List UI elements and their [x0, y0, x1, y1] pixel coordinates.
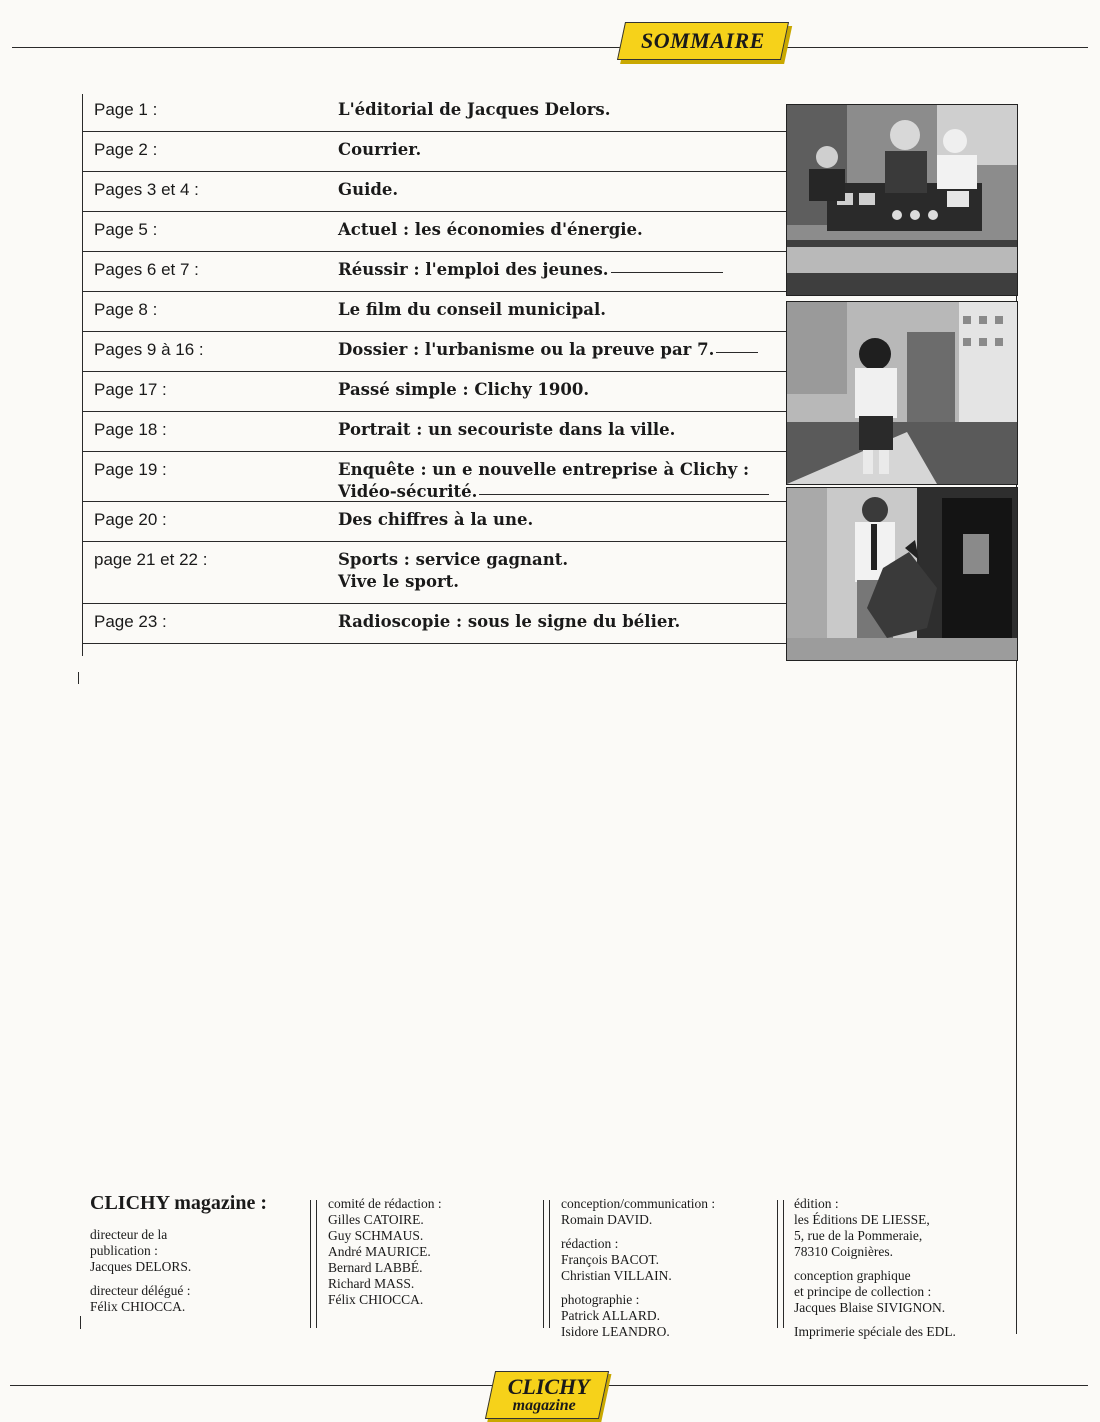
toc-page-number: Pages 9 à 16 : — [94, 340, 204, 359]
credits-divider-3b — [783, 1200, 784, 1328]
toc-title — [338, 502, 786, 531]
toc-title — [338, 92, 786, 121]
credit-line: Félix CHIOCCA. — [90, 1299, 186, 1314]
credit-line: François BACOT. — [561, 1252, 659, 1267]
toc-title-line: Guide. — [338, 180, 399, 199]
toc-row — [83, 292, 786, 332]
toc-title — [338, 452, 786, 503]
toc-page-number: Page 17 : — [94, 380, 167, 399]
footer-brand-line1: CLICHY — [507, 1374, 590, 1399]
credits-divider-2b — [549, 1200, 550, 1328]
credit-line: directeur de la — [90, 1227, 168, 1242]
bottom-rule-right — [600, 1385, 1088, 1386]
photo-child-street — [786, 301, 1018, 485]
toc-title — [338, 132, 786, 161]
page-left-rule — [78, 672, 79, 684]
credits-col-3 — [561, 1196, 776, 1340]
toc-title — [338, 292, 786, 321]
toc-title — [338, 542, 786, 593]
credit-line: André MAURICE. — [328, 1244, 431, 1259]
credit-line: 78310 Coignières. — [794, 1244, 893, 1259]
sommaire-badge — [617, 22, 789, 60]
toc-page-number: Pages 6 et 7 : — [94, 260, 199, 279]
toc-title-line: Radioscopie : sous le signe du bélier. — [338, 612, 681, 631]
toc-page-number: Pages 3 et 4 : — [94, 180, 199, 199]
bottom-rule-left — [10, 1385, 494, 1386]
credits-divider-left — [80, 1316, 81, 1329]
credit-line: Imprimerie spéciale des EDL. — [794, 1324, 956, 1339]
toc-page-number: Page 5 : — [94, 220, 158, 239]
credits-divider-1b — [316, 1200, 317, 1328]
toc-row — [83, 542, 786, 604]
photo-guard-dog — [786, 487, 1018, 661]
credit-line: les Éditions DE LIESSE, — [794, 1212, 930, 1227]
footer-brand-line2: magazine — [513, 1397, 577, 1414]
photo-workshop — [786, 104, 1018, 296]
toc-row — [83, 92, 786, 132]
toc-title-line: Réussir : l'emploi des jeunes. — [338, 260, 609, 279]
credit-line: conception graphique — [794, 1268, 911, 1283]
toc-row — [83, 502, 786, 542]
toc-title-line: Actuel : les économies d'énergie. — [338, 220, 643, 239]
sommaire-label: SOMMAIRE — [641, 28, 765, 53]
toc-leader-line — [716, 352, 758, 353]
toc-row — [83, 412, 786, 452]
toc-title — [338, 372, 786, 401]
credit-line: 5, rue de la Pommeraie, — [794, 1228, 923, 1243]
toc-row — [83, 452, 786, 502]
toc-title — [338, 252, 786, 281]
credit-line: édition : — [794, 1196, 839, 1211]
toc-page-number: Page 18 : — [94, 420, 167, 439]
credit-line: Jacques DELORS. — [90, 1259, 192, 1274]
credit-line: Félix CHIOCCA. — [328, 1292, 424, 1307]
toc-title — [338, 412, 786, 441]
toc-page-number: page 21 et 22 : — [94, 550, 208, 569]
credits-divider-2a — [543, 1200, 544, 1328]
credits-col-4 — [794, 1196, 1014, 1340]
toc-page-number: Page 23 : — [94, 612, 167, 631]
toc-row — [83, 332, 786, 372]
credit-line: Patrick ALLARD. — [561, 1308, 660, 1323]
toc-row — [83, 212, 786, 252]
toc-row — [83, 372, 786, 412]
toc-title-line: Passé simple : Clichy 1900. — [338, 380, 590, 399]
toc-page-number: Page 19 : — [94, 460, 167, 479]
toc-page-number: Page 8 : — [94, 300, 158, 319]
credit-line: et principe de collection : — [794, 1284, 932, 1299]
toc-row — [83, 172, 786, 212]
top-rule-left — [12, 47, 624, 48]
clichy-magazine-badge — [485, 1371, 609, 1419]
toc-title — [338, 172, 786, 201]
toc-leader-line — [611, 272, 723, 273]
credit-line: publication : — [90, 1243, 158, 1258]
toc-leader-line — [479, 494, 769, 495]
credit-line: Guy SCHMAUS. — [328, 1228, 424, 1243]
toc-title-line: Portrait : un secouriste dans la ville. — [338, 420, 676, 439]
credits-col-2 — [328, 1196, 538, 1308]
toc-title — [338, 212, 786, 241]
credit-line: Gilles CATOIRE. — [328, 1212, 424, 1227]
credit-line: conception/communication : — [561, 1196, 716, 1211]
toc-page-number: Page 2 : — [94, 140, 158, 159]
toc-title-line: Dossier : l'urbanisme ou la preuve par 7. — [338, 340, 715, 359]
toc-page-number: Page 20 : — [94, 510, 167, 529]
toc-row — [83, 132, 786, 172]
toc-row — [83, 604, 786, 644]
toc-title-line: L'éditorial de Jacques Delors. — [338, 100, 611, 119]
toc-title — [338, 604, 786, 633]
toc-title — [338, 332, 786, 361]
credit-line: Richard MASS. — [328, 1276, 415, 1291]
toc-title-line: Enquête : un e nouvelle entreprise à Clichy : — [338, 460, 750, 479]
credit-line: directeur délégué : — [90, 1283, 191, 1298]
top-rule-right — [782, 47, 1088, 48]
credit-line: comité de rédaction : — [328, 1196, 442, 1211]
credits-divider-1a — [310, 1200, 311, 1328]
toc-title-line: Vidéo-sécurité. — [338, 482, 478, 501]
credit-line: Isidore LEANDRO. — [561, 1324, 670, 1339]
toc-title-line: Le film du conseil municipal. — [338, 300, 606, 319]
credit-line: photographie : — [561, 1292, 640, 1307]
toc-row — [83, 252, 786, 292]
credits-col-1 — [90, 1192, 310, 1315]
toc-title-line: Courrier. — [338, 140, 422, 159]
toc-title-line: Vive le sport. — [338, 572, 460, 591]
table-of-contents — [83, 92, 786, 644]
toc-title-line: Des chiffres à la une. — [338, 510, 534, 529]
masthead-title: CLICHY magazine : — [90, 1192, 268, 1214]
credit-line: Romain DAVID. — [561, 1212, 653, 1227]
credits-divider-3a — [777, 1200, 778, 1328]
credit-line: Christian VILLAIN. — [561, 1268, 672, 1283]
toc-page-number: Page 1 : — [94, 100, 158, 119]
toc-title-line: Sports : service gagnant. — [338, 550, 569, 569]
credit-line: rédaction : — [561, 1236, 619, 1251]
credit-line: Bernard LABBÉ. — [328, 1260, 423, 1275]
credit-line: Jacques Blaise SIVIGNON. — [794, 1300, 946, 1315]
